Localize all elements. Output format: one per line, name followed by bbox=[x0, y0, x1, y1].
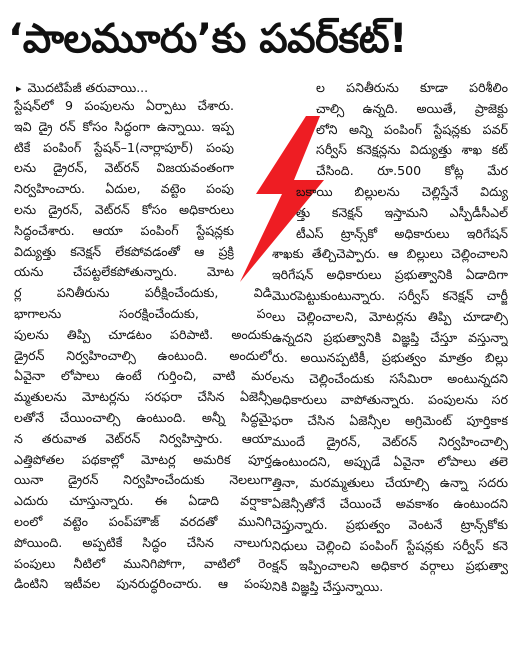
right-column-line: ఉంటుందని, అప్పుడే ఏవైనా లోపాలు తలె bbox=[272, 454, 508, 470]
right-column-line: లోని అన్ని పంపింగ్‌ స్టేషన్లకు పవర్‌ bbox=[316, 121, 508, 137]
left-column-line: లను డ్రైరన్‌, వెట్‌రన్‌ విజయవంతంగా bbox=[14, 160, 234, 176]
left-column-line: ఎత్తిపోతల పథకాల్లో మోటర్ల అమరిక పూర్త bbox=[14, 451, 272, 467]
right-column-line: లు చెల్లించాలని, మోటర్లను తిప్పి చూడాల్సి bbox=[272, 308, 508, 324]
right-column-line: త్తినా, మరమ్మతులు చేయాల్సి ఉన్నా సదరు bbox=[272, 475, 508, 491]
right-column-line: ఉన్నదని ప్రభుత్వానికి విజ్ఞప్తి చేస్తూ వస్తున్నా bbox=[272, 329, 508, 345]
right-column-line: చాల్సి ఉన్నది. అయితే, ప్రాజెక్టు bbox=[316, 100, 508, 116]
right-column-line: ఏజెన్సీతోనే చేయించే అవకాశం ఉంటుందని bbox=[272, 496, 508, 511]
right-column-line: లను చెల్లించేందుకు ససేమిరా అంటున్నదని bbox=[272, 371, 508, 387]
right-column-line: చెప్తున్నారు. ప్రభుత్వం వెంటనే ట్రాన్స్‌కోకు bbox=[272, 516, 508, 532]
kicker bbox=[16, 78, 326, 98]
left-column-line: పోయింది. అప్పటికే సిద్ధం చేసిన నాలుగు bbox=[14, 534, 272, 550]
left-column-line: ఎదురు చూస్తున్నారు. ఈ ఏడాది వర్షాకా bbox=[14, 493, 272, 509]
chevron-right-icon: ▸ bbox=[16, 82, 22, 95]
headline: ‘పాలమూరు’కు పవర్‌కట్‌! bbox=[8, 16, 407, 62]
left-column-line: టికే పంపింగ్‌ స్టేషన్‌–1(నార్లాపూర్‌) పంపు bbox=[14, 139, 234, 155]
right-column-line: నికి విజ్ఞప్తి చేస్తున్నాయి. bbox=[272, 579, 384, 595]
left-column-line: యినా డ్రైరన్‌ నిర్వహించేందుకు నెలలుగా bbox=[14, 472, 272, 488]
left-column-line: ర్ల పనితీరును పరీక్షించేందుకు, విడి bbox=[14, 285, 272, 301]
right-column-line: రు. అయినప్పటికీ, ప్రభుత్వం మాత్రం బిల్లు bbox=[272, 350, 508, 366]
left-column-line: న తరువాత వెట్‌రన్‌ నిర్వహిస్తారు. ఆయా bbox=[14, 430, 272, 446]
right-column-line: త్తు కనెక్షన్‌ ఇస్తామని ఎస్పీడీసీఎల్‌ bbox=[296, 204, 508, 220]
right-column-line: చేసింది. రూ.500 కోట్ల మేర bbox=[316, 163, 508, 179]
left-column-line: మ్మతులను మోటర్లను సరఫరా చేసిన ఏజెన్సీ bbox=[14, 389, 272, 405]
left-column-line: పులను తిప్పి చూడటం పరిపాటి. అందుకు bbox=[14, 326, 272, 342]
right-column-line: మొరపెట్టుకుంటున్నారు. సర్వీస్‌ కనెక్షన్‌ చార్జీ bbox=[272, 288, 508, 303]
left-column-line: ఇవి డ్రై రన్‌ కోసం సిద్ధంగా ఉన్నాయి. ఇప్ప bbox=[14, 118, 234, 134]
right-column-line: ముందే డ్రైరన్‌, వెట్‌రన్‌ నిర్వహించాల్సి bbox=[272, 433, 508, 449]
left-column-line: డ్రైరన్‌ నిర్వహించాల్సి ఉంటుంది. అందులో bbox=[14, 347, 272, 363]
left-column-line: యను చేపట్టలేకపోతున్నారు. మోట bbox=[14, 264, 234, 280]
right-column-line: నిధులు చెల్లించి పంపింగ్‌ స్టేషన్లకు సర్వీస్‌ కనె bbox=[272, 537, 508, 553]
left-column-line: పంపులు నీటిలో మునిగిపోగా, వాటిలో రెం bbox=[14, 555, 272, 571]
right-column-line: అధికారులు వాపోతున్నారు. పంపులను సర bbox=[272, 392, 508, 407]
left-column-line: సిద్ధంచేశారు. ఆయా పంపింగ్‌ స్టేషన్లకు bbox=[14, 222, 234, 238]
left-column-line: ఏవైనా లోపాలు ఉంటే గుర్తించి, వాటి మర bbox=[14, 368, 272, 384]
right-column-line: శాఖకు తేల్చిచెప్పారు. ఆ బిల్లులు చెల్లించాలని bbox=[272, 246, 508, 262]
left-column-line: నిర్వహించారు. ఏదుల, వట్టెం పంపు bbox=[14, 181, 234, 197]
right-column-line: బకాయి బిల్లులను చెల్లిస్తేనే విద్యు bbox=[296, 184, 508, 199]
kicker-text: మొదటిపేజీ తరువాయి... bbox=[27, 80, 149, 95]
left-column-line: లను డ్రైరన్‌, వెట్‌రన్‌ కోసం అధికారులు bbox=[14, 202, 234, 217]
left-column-line: భాగాలను సంరక్షించేందుకు, పం bbox=[14, 306, 272, 321]
right-column-line: ఫరా చేసిన ఏజెన్సీల అగ్రిమెంట్‌ పూర్తికాక bbox=[272, 412, 508, 428]
right-column-line: క్షన్‌ ఇప్పించాలని అధికార వర్గాలు ప్రభుత్వా bbox=[272, 558, 508, 574]
left-column-line: లతోనే చేయించాల్సి ఉంటుంది. అన్నీ సిద్ధమై bbox=[14, 410, 272, 425]
right-column-line: ఇరిగేషన్‌ అధికారులు ప్రభుత్వానికి ఏడాదిగా bbox=[272, 267, 508, 283]
right-column-line: ల పనితీరును కూడా పరిశీలిం bbox=[316, 80, 508, 95]
left-column-line: లంలో వట్టెం పంప్‌హౌజ్‌ వరదతో మునిగి bbox=[14, 514, 272, 529]
right-column-line: టీఎస్‌ ట్రాన్స్‌కో అధికారులు ఇరిగేషన్‌ bbox=[296, 225, 508, 241]
right-column-line: సర్వీస్‌ కనెక్షన్లను విద్యుత్తు శాఖ కట్‌ bbox=[316, 142, 508, 158]
left-column-line: స్టేషన్‌లో 9 పంపులను ఏర్పాటు చేశారు. bbox=[14, 98, 234, 113]
left-column-line: డింటిని ఇటీవల పునరుద్ధరించారు. ఆ పంపు bbox=[14, 576, 272, 592]
left-column-line: విద్యుత్తు కనెక్షన్‌ లేకపోవడంతో ఆ ప్రక్రి bbox=[14, 243, 234, 259]
